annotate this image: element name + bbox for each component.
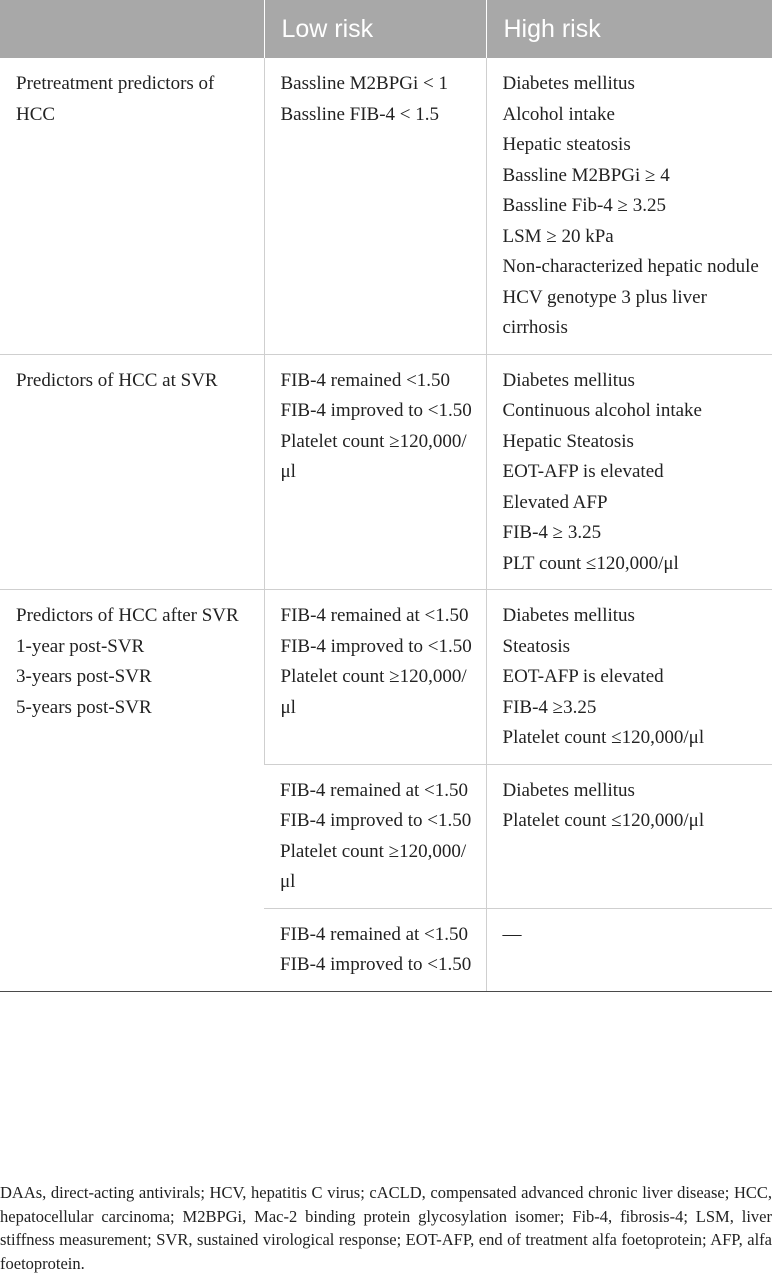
high-risk-item: HCV genotype 3 plus liver cirrhosis bbox=[502, 286, 707, 338]
high-risk-item: Platelet count ≤120,000/μl bbox=[502, 810, 705, 831]
low-risk-cell bbox=[264, 908, 486, 991]
low-risk-item: FIB-4 improved to <1.50 bbox=[280, 954, 472, 975]
predictor-text: 1-year post-SVR bbox=[16, 635, 145, 657]
header-high-risk: High risk bbox=[486, 0, 772, 58]
predictor-text: Pretreatment predictors of HCC bbox=[16, 73, 215, 125]
high-risk-item: Hepatic Steatosis bbox=[502, 430, 634, 452]
high-risk-cell bbox=[486, 354, 772, 590]
predictor-cell bbox=[0, 354, 264, 590]
header-row bbox=[0, 0, 772, 58]
low-risk-item: FIB-4 remained <1.50 bbox=[280, 369, 451, 391]
high-risk-item: FIB-4 ≥ 3.25 bbox=[502, 522, 602, 543]
high-risk-item: Elevated AFP bbox=[502, 491, 608, 513]
high-risk-item: Non-characterized hepatic nodule bbox=[502, 256, 759, 277]
predictor-cell bbox=[0, 590, 264, 992]
high-risk-item: LSM ≥ 20 kPa bbox=[502, 225, 614, 247]
high-risk-item: EOT-AFP is elevated bbox=[502, 666, 664, 687]
low-risk-item: FIB-4 improved to <1.50 bbox=[280, 810, 472, 831]
table-row bbox=[0, 58, 772, 354]
high-risk-cell bbox=[486, 590, 772, 765]
predictor-text: 5-years post-SVR bbox=[16, 696, 152, 718]
header-low-risk: Low risk bbox=[264, 0, 486, 58]
table-body bbox=[0, 58, 772, 991]
predictor-text: Predictors of HCC after SVR bbox=[16, 605, 239, 626]
low-risk-cell bbox=[264, 354, 486, 590]
low-risk-item: FIB-4 remained at <1.50 bbox=[280, 605, 469, 626]
low-risk-item: Platelet count ≥120,000/μl bbox=[280, 430, 467, 482]
table-row bbox=[0, 590, 772, 765]
low-risk-cell bbox=[264, 58, 486, 354]
high-risk-item: Bassline Fib-4 ≥ 3.25 bbox=[502, 195, 666, 216]
high-risk-item: — bbox=[502, 923, 522, 945]
high-risk-item: Continuous alcohol intake bbox=[502, 400, 702, 421]
low-risk-item: Bassline M2BPGi < 1 bbox=[280, 73, 448, 94]
high-risk-item: Hepatic steatosis bbox=[502, 134, 631, 155]
high-risk-item: Steatosis bbox=[502, 635, 571, 657]
low-risk-cell bbox=[264, 590, 486, 765]
high-risk-item: EOT-AFP is elevated bbox=[502, 461, 664, 482]
low-risk-item: FIB-4 remained at <1.50 bbox=[280, 923, 469, 945]
predictor-text: 3-years post-SVR bbox=[16, 666, 152, 687]
high-risk-cell bbox=[486, 764, 772, 908]
high-risk-item: Diabetes mellitus bbox=[502, 73, 635, 94]
high-risk-item: Diabetes mellitus bbox=[502, 779, 635, 801]
low-risk-item: FIB-4 improved to <1.50 bbox=[280, 635, 472, 657]
predictor-text: Predictors of HCC at SVR bbox=[16, 369, 218, 391]
high-risk-item: Diabetes mellitus bbox=[502, 369, 635, 391]
header-predictor bbox=[0, 0, 264, 58]
high-risk-item: Platelet count ≤120,000/μl bbox=[502, 727, 705, 748]
high-risk-cell bbox=[486, 908, 772, 991]
low-risk-item: Platelet count ≥120,000/μl bbox=[280, 666, 467, 718]
high-risk-cell bbox=[486, 58, 772, 354]
low-risk-item: Platelet count ≥120,000/μl bbox=[280, 840, 467, 892]
low-risk-cell bbox=[264, 764, 486, 908]
low-risk-item: Bassline FIB-4 < 1.5 bbox=[280, 103, 439, 125]
high-risk-item: Diabetes mellitus bbox=[502, 605, 635, 626]
high-risk-item: Bassline M2BPGi ≥ 4 bbox=[502, 164, 670, 186]
low-risk-item: FIB-4 improved to <1.50 bbox=[280, 400, 472, 421]
table-row bbox=[0, 354, 772, 590]
table-footnote: DAAs, direct-acting antivirals; HCV, hepatitis C virus; cACLD, compensated advanced chronic liver disease; HCC, hepatocellular carcinoma; M2BPGi, Mac-2 binding protein glycosylation isomer; Fib-4, fibrosis-4; LSM, liver stiffness measurement; SVR, sustained virological response; EOT-AFP, end of treatment alfa foetoprotein; AFP, alfa foetoprotein. bbox=[0, 1183, 772, 1273]
high-risk-item: Alcohol intake bbox=[502, 103, 615, 125]
low-risk-item: FIB-4 remained at <1.50 bbox=[280, 779, 469, 801]
predictor-cell bbox=[0, 58, 264, 354]
high-risk-item: FIB-4 ≥3.25 bbox=[502, 696, 597, 718]
high-risk-item: PLT count ≤120,000/μl bbox=[502, 552, 679, 574]
